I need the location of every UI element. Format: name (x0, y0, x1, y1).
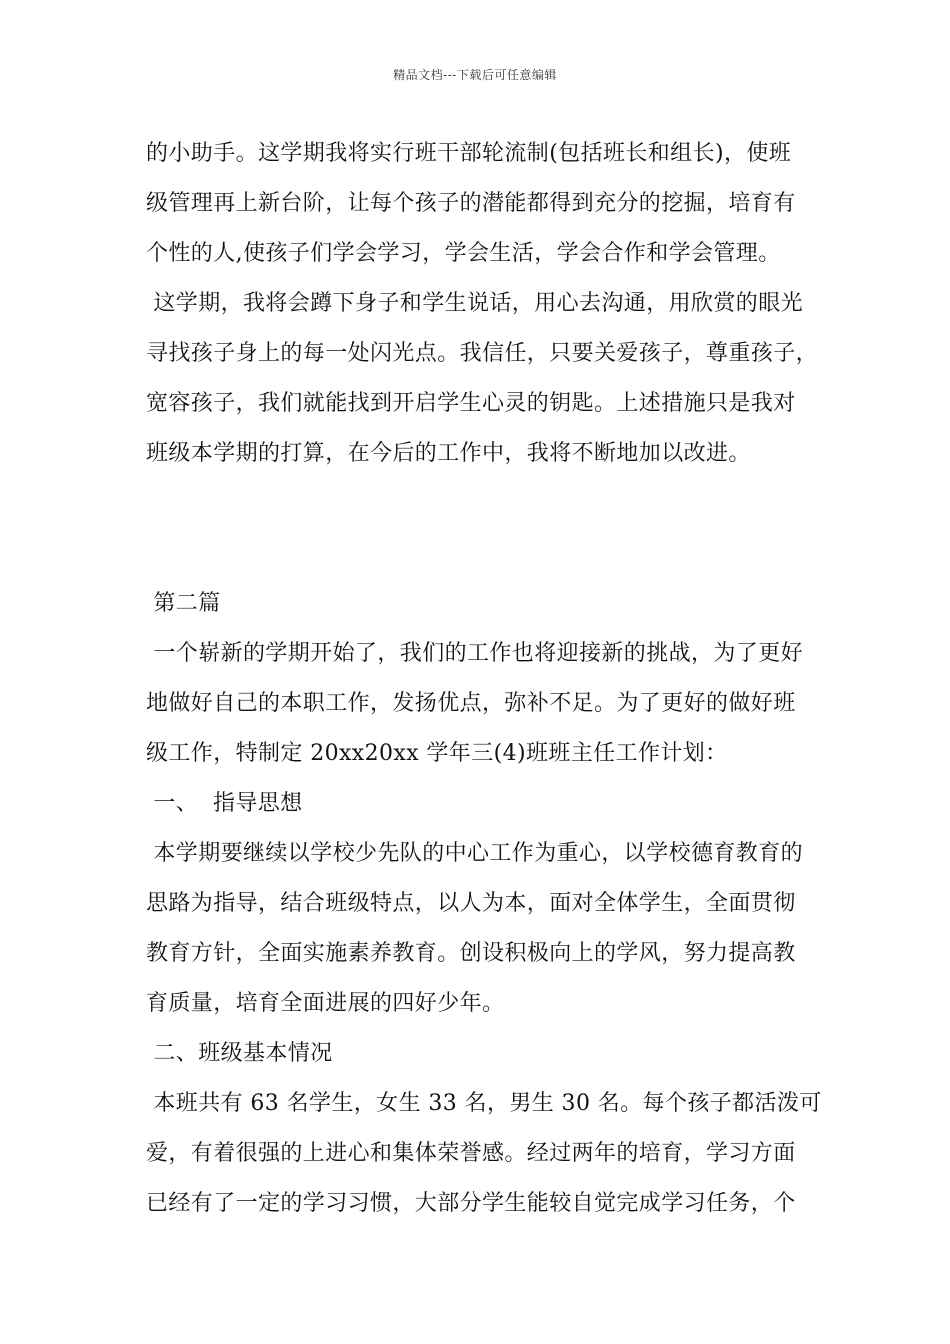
section-gap (146, 479, 814, 579)
body-line: 地做好自己的本职工作，发扬优点，弥补不足。为了更好的做好班 (146, 691, 796, 716)
body-line: 的小助手。这学期我将实行班干部轮流制(包括班长和组长)，使班 (146, 141, 792, 166)
page-header: 精品文档---下载后可任意编辑 (393, 68, 557, 82)
body-line: 育质量，培育全面进展的四好少年。 (146, 991, 505, 1016)
body-line: 本学期要继续以学校少先队的中心工作为重心，以学校德育教育的 (146, 841, 803, 866)
section-title: 第二篇 (146, 591, 221, 616)
body-line: 已经有了一定的学习习惯，大部分学生能较自觉完成学习任务，个 (146, 1191, 796, 1216)
body-line: 教育方针，全面实施素养教育。创设积极向上的学风，努力提高教 (146, 941, 796, 966)
body-line: 一个崭新的学期开始了，我们的工作也将迎接新的挑战，为了更好 (146, 641, 803, 666)
body-line: 班级本学期的打算，在今后的工作中，我将不断地加以改进。 (146, 441, 751, 466)
section-heading: 二、班级基本情况 (146, 1041, 333, 1066)
body-line: 宽容孩子，我们就能找到开启学生心灵的钥匙。上述措施只是我对 (146, 391, 796, 416)
body-line: 本班共有 63 名学生，女生 33 名，男生 30 名。每个孩子都活泼可 (146, 1091, 822, 1116)
document-body (146, 129, 822, 1229)
body-line: 级管理再上新台阶，让每个孩子的潜能都得到充分的挖掘，培育有 (146, 191, 796, 216)
body-line: 个性的人,使孩子们学会学习，学会生活，学会合作和学会管理。 (146, 241, 781, 266)
section-heading: 一、 指导思想 (146, 791, 303, 816)
body-line: 这学期，我将会蹲下身子和学生说话，用心去沟通，用欣赏的眼光 (146, 291, 803, 316)
body-line: 级工作，特制定 20xx20xx 学年三(4)班班主任工作计划： (146, 741, 728, 766)
body-line: 思路为指导，结合班级特点，以人为本，面对全体学生，全面贯彻 (146, 891, 796, 916)
body-line: 寻找孩子身上的每一处闪光点。我信任，只要关爱孩子，尊重孩子， (146, 341, 819, 366)
body-line: 爱，有着很强的上进心和集体荣誉感。经过两年的培育，学习方面 (146, 1141, 796, 1166)
